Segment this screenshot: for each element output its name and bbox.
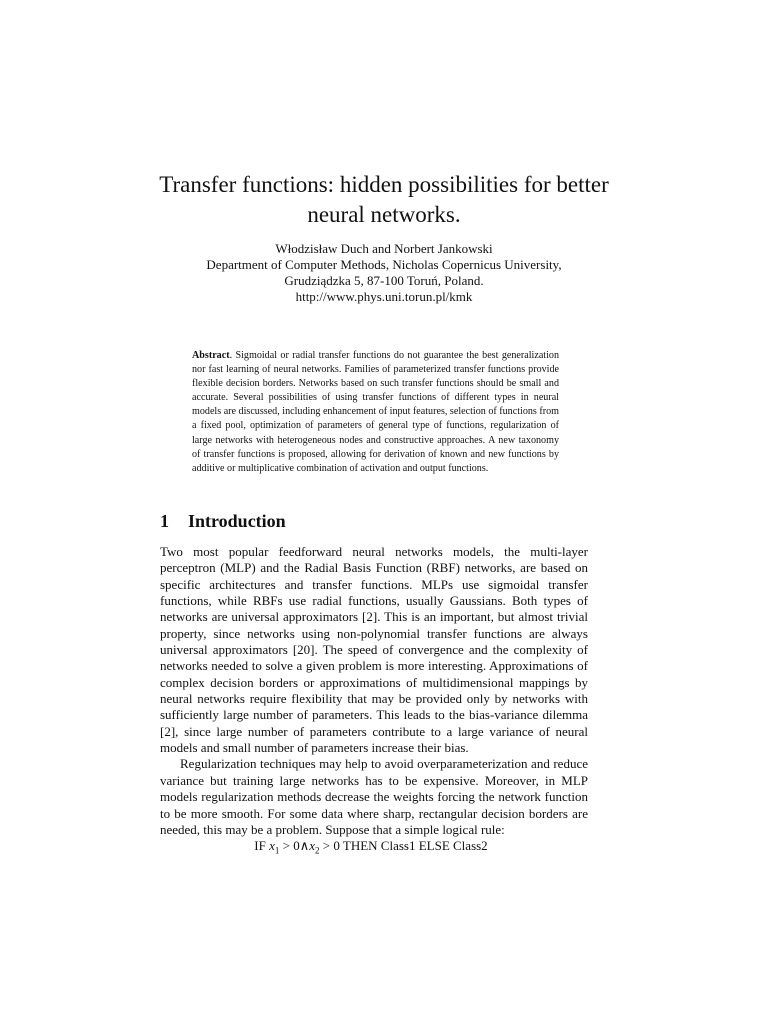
paragraph: Two most popular feedforward neural networks models, the multi-layer perceptron (MLP) and the Radial Basis Function (RBF) networks, are based on specific architectures and transfer functions. MLPs use sigmoidal transfer functions, while RBFs use radial functions, usually Gaussians. Both types of networks are universal approximators [2]. This is an important, but almost trivial property, since networks using non-polynomial transfer functions are always universal approximators [20]. The speed of convergence and the complexity of networks needed to solve a given problem is more interesting. Approximations of complex decision borders or approximations of multidimensional mappings by neural networks require flexibility that may be provided only by networks with sufficiently large number of parameters. This leads to the bias-variance dilemma [2], since large number of parameters contribute to a large variance of neural models and small number of parameters increase their bias.	[160, 544, 588, 756]
address: Grudziądzka 5, 87-100 Toruń, Poland.	[284, 273, 484, 288]
abstract-label: Abstract	[192, 350, 230, 361]
homepage-url: http://www.phys.uni.torun.pl/kmk	[295, 289, 473, 304]
rule-cond-1: > 0∧	[279, 838, 310, 854]
paragraph: Regularization techniques may help to avoid overparameterization and reduce variance but training large networks has to be expensive. Moreover, in MLP models regularization methods decrease the weights forcing the network function to be more smooth. For some data where sharp, rectangular decision borders are needed, this may be a problem. Suppose that a simple logical rule:	[160, 756, 588, 837]
abstract	[192, 349, 559, 476]
author-block	[160, 241, 608, 305]
body-text	[160, 544, 588, 855]
rule-sub-1: 1	[274, 845, 280, 856]
rule-cond-2: > 0 THEN Class1 ELSE Class2	[319, 838, 488, 854]
affiliation: Department of Computer Methods, Nicholas Copernicus University,	[206, 257, 562, 272]
paper-title: Transfer functions: hidden possibilities for better neural networks.	[159, 172, 609, 227]
abstract-text: . Sigmoidal or radial transfer functions do not guarantee the best generalization nor fast learning of neural networks. Families of parameterized transfer functions provide flexible decision borders. Networks based on such transfer functions should be small and accurate. Several possibilities of using transfer functions of different types in neural models are discussed, including enhancement of input features, selection of functions from a fixed pool, optimization of parameters of general type of functions, regularization of large networks with heterogeneous nodes and constructive approaches. A new taxonomy of transfer functions is proposed, allowing for derivation of known and new functions by additive or multiplicative combination of activation and output functions.	[192, 350, 559, 474]
author-names: Włodzisław Duch and Norbert Jankowski	[275, 241, 493, 256]
section-heading	[160, 511, 286, 532]
logical-rule	[160, 838, 588, 854]
rule-var-x2: x	[309, 838, 316, 854]
rule-var-x1: x	[269, 838, 275, 854]
section-number: 1	[160, 511, 169, 531]
rule-sub-2: 2	[315, 845, 320, 856]
rule-if: IF	[254, 838, 266, 854]
section-title: Introduction	[188, 511, 286, 531]
